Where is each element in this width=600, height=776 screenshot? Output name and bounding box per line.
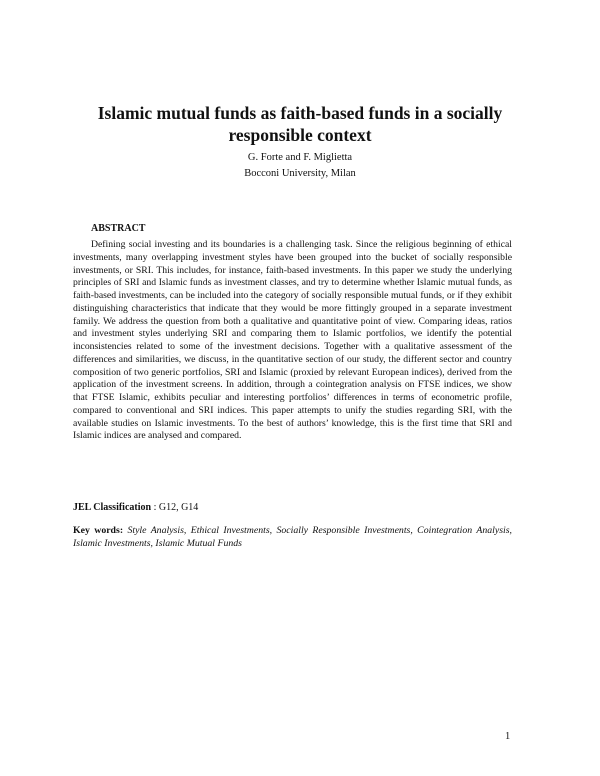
jel-value: : G12, G14 bbox=[151, 502, 199, 513]
abstract-heading: ABSTRACT bbox=[91, 223, 146, 234]
keywords-value: Style Analysis, Ethical Investments, Socially Responsible Investments, Cointegration Analysis, Islamic Investments, Islamic Mutual Funds bbox=[73, 525, 512, 549]
paper-title-line-2: responsible context bbox=[228, 125, 372, 145]
paper-title bbox=[60, 102, 540, 146]
paper-authors: G. Forte and F. Miglietta bbox=[247, 152, 353, 163]
paper-affiliation: Bocconi University, Milan bbox=[244, 168, 356, 179]
paper-title-line-1: Islamic mutual funds as faith-based funds in a socially bbox=[97, 103, 503, 123]
abstract-body: Defining social investing and its boundaries is a challenging task. Since the religious beginning of ethical investments, many overlapping investment styles have been grouped into the bucket of socially responsible investments, or SRI. This includes, for instance, faith-based investments. In this paper we study the underlying principles of SRI and Islamic funds as investment classes, and try to determine whether Islamic mutual funds, as faith-based investments, can be included into the category of socially responsible mutual funds, or if they exhibit distinguishing characteristics that indicate that they would be more fittingly grouped in a separate investment family. We address the question from both a qualitative and quantitative point of view. Comparing ideas, ratios and investment styles underlying SRI and comparing them to Islamic portfolios, we identify the potential inconsistencies related to some of the investment decisions. Together with a qualitative assessment of the differences and similarities, we discuss, in the quantitative section of our study, the different sector and country composition of two generic portfolios, SRI and Islamic (proxied by relevant European indices), derived from the application of the investment screens. In addition, through a cointegration analysis on FTSE indices, we show that FTSE Islamic, exhibits peculiar and interesting portfolios’ differences in terms of econometric profile, compared to conventional and SRI indices. This paper attempts to unify the studies regarding SRI, with the available studies on Islamic investments. To the best of authors’ knowledge, this is the first time that SRI and Islamic indices are analysed and compared. bbox=[73, 239, 512, 442]
keywords-label: Key words: bbox=[73, 525, 124, 536]
jel-classification bbox=[73, 501, 198, 514]
page-number: 1 bbox=[505, 731, 511, 742]
jel-label: JEL Classification bbox=[73, 502, 152, 513]
keywords bbox=[73, 524, 512, 550]
